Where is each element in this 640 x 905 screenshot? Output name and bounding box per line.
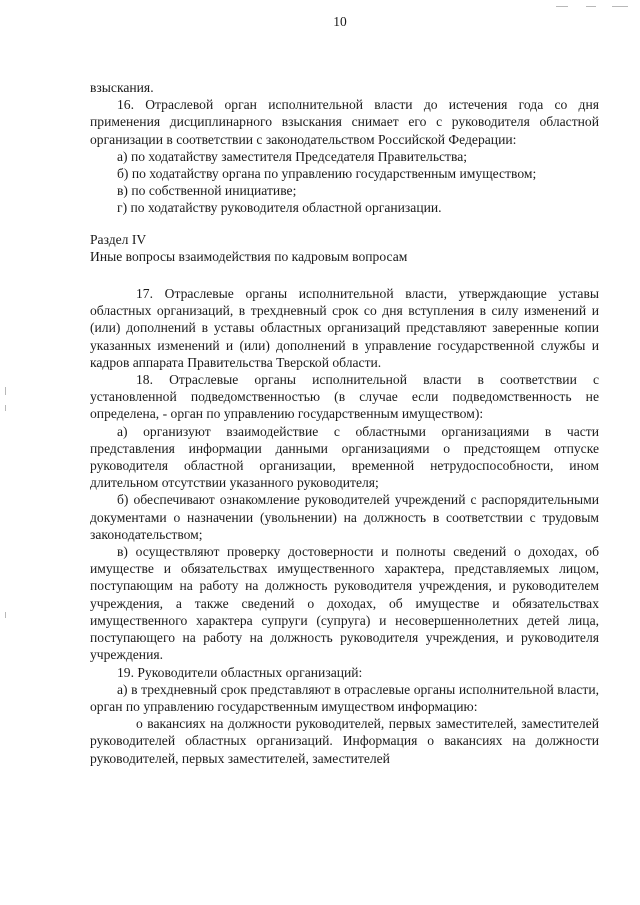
scan-artifact-top-right-2: [586, 6, 596, 7]
list-item-18v: в) осуществляют проверку достоверности и полноты сведений о доходах, об имуществе и обязательствах имущественного характера, представляемых лицом, поступающим на работу на должность руководителя учреждения, и руководителем учреждения, а также сведений о доходах, об имуществе и обязательствах имущественного характера супруги (супруга) и несовершеннолетних детей лица, поступающего на работу на должность руководителя учреждения, и руководителя учреждения.: [90, 544, 599, 663]
paragraph-clause-16: 16. Отраслевой орган исполнительной власти до истечения года со дня применения дисциплинарного взыскания снимает его с руководителя областной организации в соответствии с законодательством Российской Федерации:: [90, 97, 599, 147]
list-item-16b: б) по ходатайству органа по управлению государственным имуществом;: [117, 166, 537, 182]
list-item-18a: а) организуют взаимодействие с областными организациями в части представления информации данными организациями о предстоящем отпуске руководителя областной организации, временной нетрудоспособности, ином длительном отсутствии указанного руководителя;: [90, 423, 599, 491]
list-item-19a: а) в трехдневный срок представляют в отраслевые органы исполнительной власти, орган по управлению государственным имуществом информацию:: [90, 681, 599, 714]
document-body: [90, 79, 599, 767]
paragraph-vacancy-info: о вакансиях на должности руководителей, первых заместителей, заместителей руководителей областных организаций. Информация о вакансиях на должности руководителей, первых заместителей, заместителей: [90, 716, 599, 766]
paragraph-clause-17: 17. Отраслевые органы исполнительной власти, утверждающие уставы областных организаций, в трехдневный срок со дня вступления в силу изменений и (или) дополнений в уставы областных организаций представляют заверенные копии указанных изменений и (или) дополнений в управление государственной службы и кадров аппарата Правительства Тверской области.: [90, 286, 599, 370]
scan-artifact-left-2: [5, 405, 6, 411]
list-item-16g: г) по ходатайству руководителя областной организации.: [117, 200, 442, 216]
section-label: Раздел IV: [90, 231, 147, 247]
section-heading: Иные вопросы взаимодействия по кадровым вопросам: [90, 248, 408, 264]
list-item-18b: б) обеспечивают ознакомление руководителей учреждений с распорядительными документами о назначении (увольнении) на должность в соответствии с трудовым законодательством;: [90, 492, 599, 542]
paragraph-continuation: взыскания.: [90, 80, 154, 95]
paragraph-clause-19: 19. Руководители областных организаций:: [117, 664, 363, 680]
page-number: 10: [333, 14, 347, 29]
list-item-16v: в) по собственной инициативе;: [117, 183, 297, 199]
scan-artifact-top-right-3: [612, 6, 628, 7]
scan-artifact-left-1: [5, 387, 6, 395]
scan-artifact-top-right: [556, 6, 568, 7]
scan-artifact-left-3: [5, 612, 6, 618]
paragraph-clause-18: 18. Отраслевые органы исполнительной власти в соответствии с установленной подведомственностью (в случае если подведомственность не определена, - орган по управлению государственным имуществом):: [90, 372, 599, 422]
list-item-16a: а) по ходатайству заместителя Председателя Правительства;: [117, 148, 468, 164]
